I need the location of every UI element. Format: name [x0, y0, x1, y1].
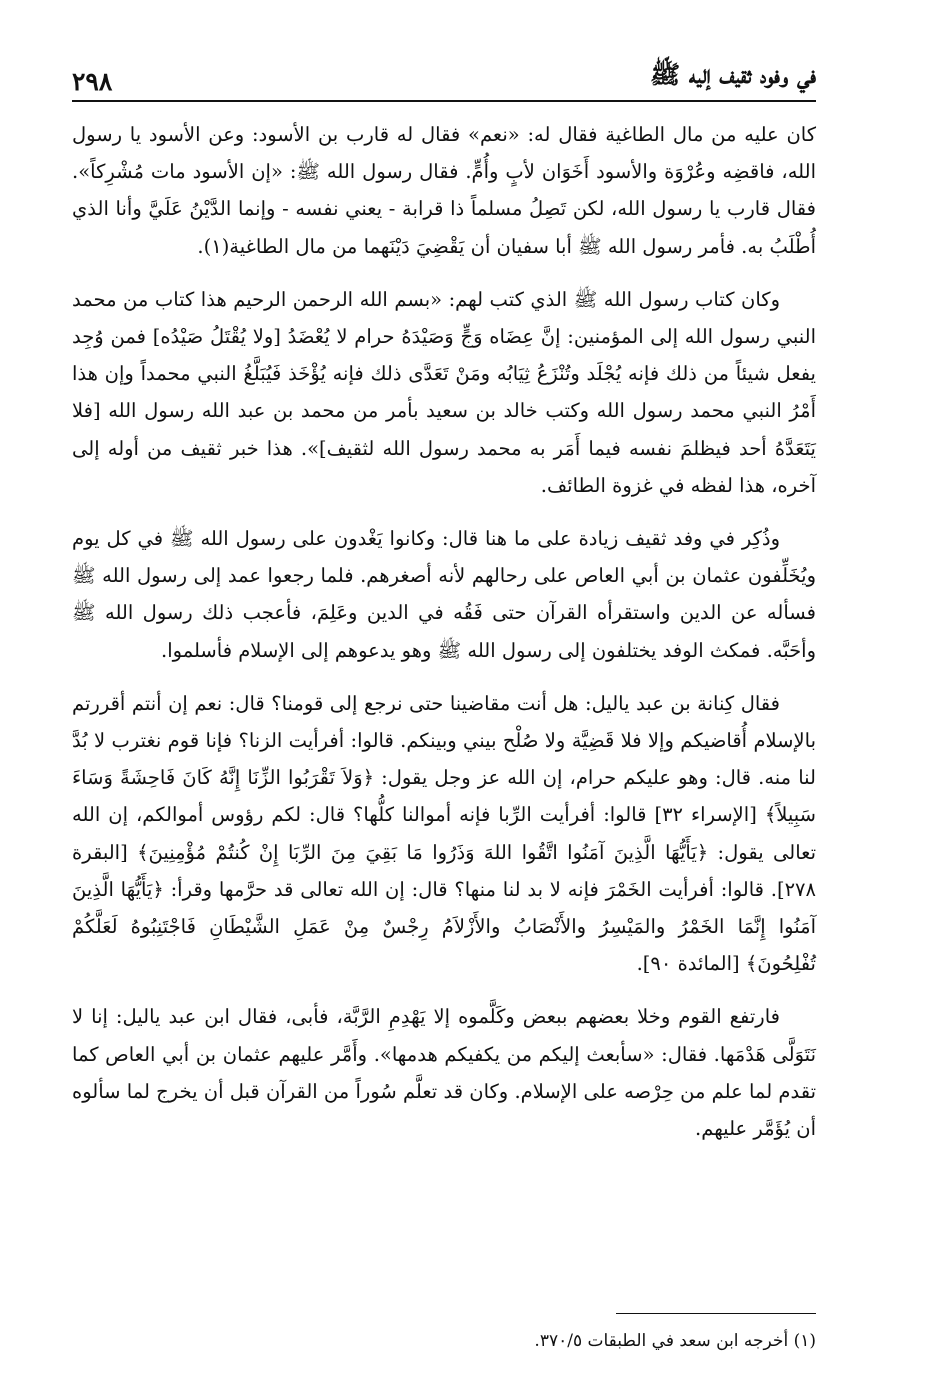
- footnote-rule: [616, 1313, 816, 1314]
- footnote: (١) أخرجه ابن سعد في الطبقات ٣٧٠/٥.: [534, 1331, 816, 1351]
- page-number: ٢٩٨: [72, 67, 113, 96]
- paragraph: وذُكِر في وفد ثقيف زيادة على ما هنا قال: وكانوا يَغْدون على رسول الله ﷺ في كل يوم ويُخَلِّفون عثمان بن أبي العاص على رحالهم لأنه أصغرهم. فلما رجعوا عمد إلى رسول الله ﷺ فسأله عن الدين واستقرأه القرآن حتى فَقُه في الدين وعَلِمَ، فأعجب ذلك رسول الله ﷺ وأحَبَّه. فمكث الوفد يختلفون إلى رسول الله ﷺ وهو يدعوهم إلى الإسلام فأسلموا.: [72, 527, 816, 662]
- paragraph: وكان كتاب رسول الله ﷺ الذي كتب لهم: «بسم الله الرحمن الرحيم هذا كتاب من محمد النبي رسول الله إلى المؤمنين: إنَّ عِضَاه وَجٍّ وَصَيْدَهُ حرام لا يُعْضَدُ [ولا يُقْتَلُ صَيْدُه] فمن وُجِد يفعل شيئاً من ذلك فإنه يُجْلَد وتُنْزَعُ ثِيَابُه ومَنْ تَعَدَّى ذلك فإنه يُؤْخَذ فَيُبَلَّغُ النبي محمداً وإن هذا أَمْرُ النبي محمد رسول الله وكتب خالد بن سعيد بأمر من محمد بن عبد الله رسول الله [فلا يَتَعَدَّهُ أحد فيظلمَ نفسه فيما أَمَر به محمد رسول الله لثقيف]». هذا خبر ثقيف من أوله إلى آخره، هذا لفظه في غزوة الطائف.: [72, 287, 816, 497]
- header-rule: [72, 100, 816, 102]
- page-header: [72, 56, 816, 96]
- running-title: في وفود ثقيف إليه ﷺ: [650, 60, 816, 89]
- paragraph: كان عليه من مال الطاغية فقال له: «نعم» فقال له قارب بن الأسود: وعن الأسود يا رسول الله، فاقضِه وعُرْوَة والأسود أَخَوَان لأبٍ وأُمٍّ. فقال رسول الله ﷺ: «إن الأسود مات مُشْرِكاً». فقال قارب يا رسول الله، لكن تَصِلُ مسلماً ذا قرابة - يعني نفسه - وإنما الدَّيْنُ عَلَيَّ وأنا الذي أُطْلَبُ به. فأمر رسول الله ﷺ أبا سفيان أن يَقْضِيَ دَيْنَهما من مال الطاغية(١).: [72, 123, 816, 258]
- book-page: [72, 48, 816, 1351]
- paragraph: فقال كِنانة بن عبد ياليل: هل أنت مقاضينا حتى نرجع إلى قومنا؟ قال: نعم إن أنتم أقررتم بالإسلام أُقاضيكم وإلا فلا قَضِيَّة ولا صُلْح بيني وبينكم. قالوا: أفرأيت الزنا؟ فإنا قوم نغترب لا بُدَّ لنا منه. قال: وهو عليكم حرام، إن الله عز وجل يقول: ﴿وَلاَ تَقْرَبُوا الزِّنَا إِنَّهُ كَانَ فَاحِشَةً وَسَاءَ سَبِيلاً﴾ [الإسراء ٣٢] قالوا: أفرأيت الرِّبا فإنه أموالنا كلُّها؟ قال: لكم رؤوس أموالكم، إن الله تعالى يقول: ﴿يَأَيُّهَا الَّذِينَ آمَنُوا اتَّقُوا اللهَ وَذَرُوا مَا بَقِيَ مِنَ الرِّبَا إِنْ كُنتُمْ مُؤْمِنِينَ﴾ [البقرة ٢٧٨]. قالوا: أفرأيت الخَمْرَ فإنه لا بد لنا منها؟ قال: إن الله تعالى قد حرَّمها وقرأ: ﴿يَأَيُّهَا الَّذِينَ آمَنُوا إِنَّمَا الخَمْرُ والمَيْسِرُ والأَنْصَابُ والأَزْلاَمُ رِجْسٌ مِنْ عَمَلِ الشَّيْطَانِ فَاجْتَنِبُوهُ لَعَلَّكُمْ تُفْلِحُونَ﴾ [المائدة ٩٠].: [72, 691, 816, 976]
- main-text: [72, 116, 816, 1163]
- paragraph: فارتفع القوم وخلا بعضهم ببعض وكَلَّموه إلا يَهْدِمِ الرَّبَّة، فأبى، فقال ابن عبد ياليل: إنا لا نَتَوَلَّى هَدْمَها. فقال: «سأبعث إليكم من يكفيكم هدمها». وأَمَّر عليهم عثمان بن أبي العاص كما تقدم لما علم من حِرْصه على الإسلام. وكان قد تعلَّم سُوراً من القرآن قبل أن يخرج لما سألوه أن يُؤَمَّر عليهم.: [72, 1005, 816, 1141]
